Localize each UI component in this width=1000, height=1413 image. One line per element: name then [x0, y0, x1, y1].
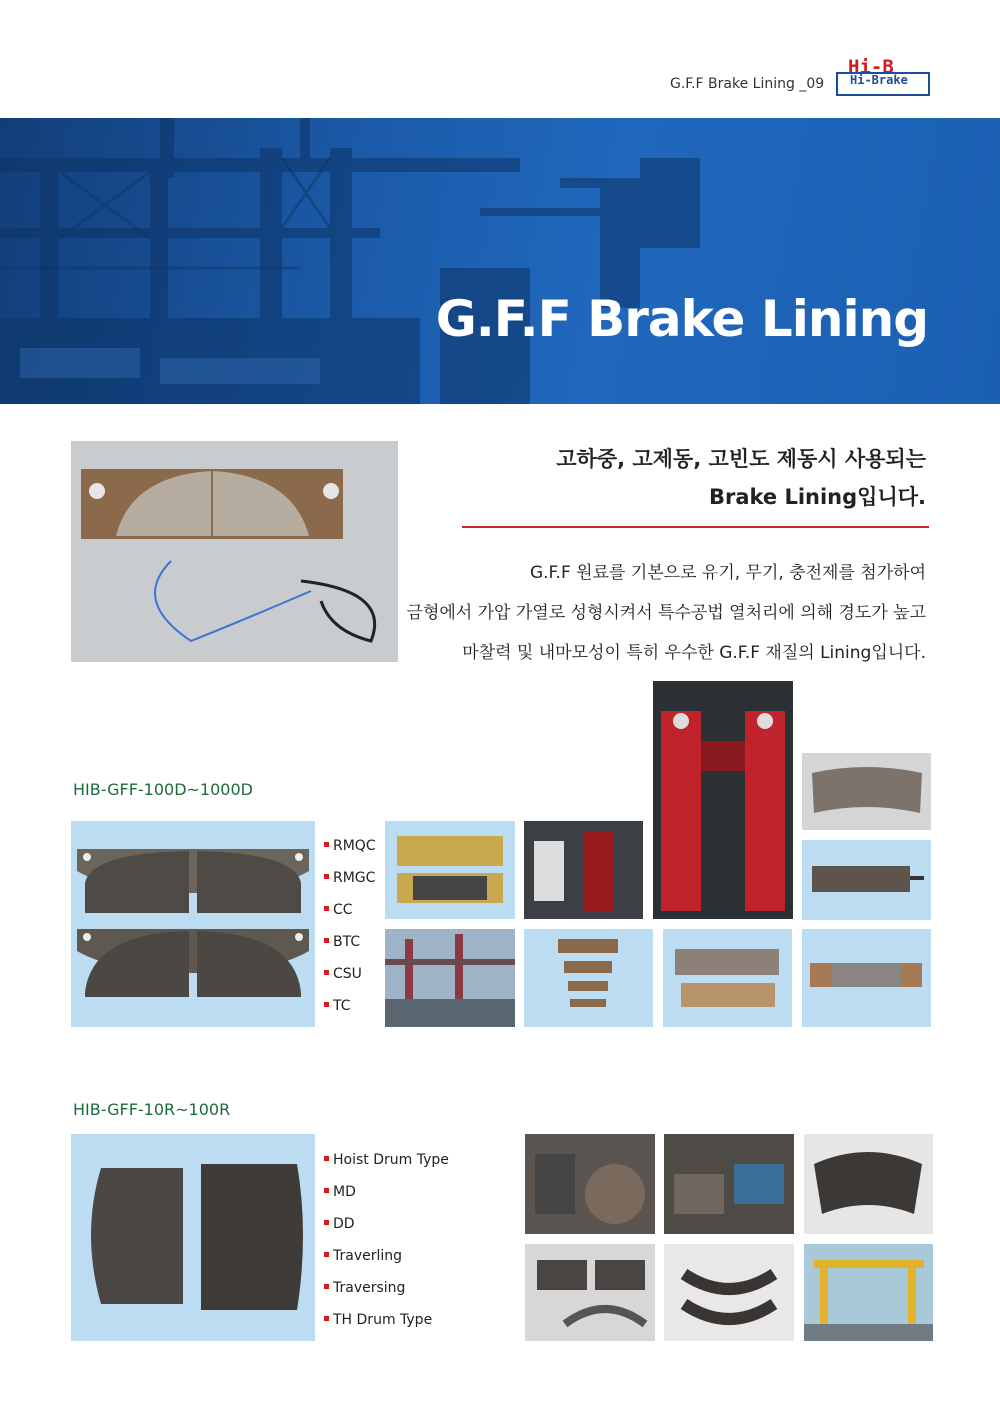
section1-main-photo [71, 821, 315, 1027]
bullet-square-icon [324, 874, 329, 879]
section2-title: HIB-GFF-10R~100R [73, 1100, 231, 1119]
list-item: CC [324, 900, 376, 932]
bullet-square-icon [324, 1220, 329, 1225]
intro-headline-line-2: Brake Lining입니다. [708, 485, 926, 509]
list-item: TH Drum Type [324, 1310, 449, 1342]
red-divider [462, 526, 929, 528]
list-item: RMGC [324, 868, 376, 900]
photo-gantry-crane [804, 1244, 933, 1341]
photo-arc-shoes [664, 1244, 794, 1341]
bullet-square-icon [324, 1316, 329, 1321]
section2-bullet-list [324, 1150, 449, 1342]
photo-shoe-parts [525, 1244, 655, 1341]
photo-brake-machine [524, 821, 643, 919]
section2-main-photo [71, 1134, 315, 1341]
banner-title: G.F.F Brake Lining [435, 290, 928, 348]
bullet-square-icon [324, 1156, 329, 1161]
photo-curved-shoe [804, 1134, 933, 1234]
bullet-square-icon [324, 1188, 329, 1193]
photo-twin-plates [663, 929, 792, 1027]
bullet-square-icon [324, 1002, 329, 1007]
bullet-square-icon [324, 1252, 329, 1257]
photo-lining-with-rod [802, 840, 931, 920]
bullet-square-icon [324, 1284, 329, 1289]
photo-motor-drum [664, 1134, 794, 1234]
bullet-square-icon [324, 938, 329, 943]
photo-lining-set [524, 929, 653, 1027]
intro-headline [556, 440, 926, 516]
bullet-square-icon [324, 906, 329, 911]
page-label: G.F.F Brake Lining _09 [670, 76, 825, 92]
section1-title: HIB-GFF-100D~1000D [73, 780, 253, 799]
bullet-square-icon [324, 970, 329, 975]
photo-lining-plates [385, 821, 515, 919]
hi-brake-logo [836, 56, 930, 96]
photo-port-cranes [385, 929, 515, 1027]
crane-silhouette-image [0, 118, 1000, 404]
list-item: BTC [324, 932, 376, 964]
bullet-square-icon [324, 842, 329, 847]
list-item: CSU [324, 964, 376, 996]
hero-banner [0, 118, 1000, 404]
photo-drum-brake [525, 1134, 655, 1234]
intro-body-line-1: G.F.F 원료를 기본으로 유기, 무기, 충전제를 첨가하여 [529, 563, 926, 583]
logo-top-text: Hi-B [848, 56, 894, 78]
logo-bottom-text: Hi-Brake [850, 73, 908, 87]
list-item: Traverling [324, 1246, 449, 1278]
photo-curved-lining [802, 753, 931, 830]
photo-single-plate [802, 929, 931, 1027]
photo-red-brake [653, 681, 793, 919]
list-item: MD [324, 1182, 449, 1214]
intro-headline-line-1: 고하중, 고제동, 고빈도 제동시 사용되는 [556, 447, 926, 471]
list-item: Hoist Drum Type [324, 1150, 449, 1182]
list-item: DD [324, 1214, 449, 1246]
intro-body [407, 553, 926, 673]
list-item: TC [324, 996, 376, 1028]
intro-body-line-3: 마찰력 및 내마모성이 특히 우수한 G.F.F 재질의 Lining입니다. [462, 643, 926, 663]
brake-lining-photo [71, 441, 398, 662]
list-item: RMQC [324, 836, 376, 868]
list-item: Traversing [324, 1278, 449, 1310]
intro-body-line-2: 금형에서 가압 가열로 성형시켜서 특수공법 열처리에 의해 경도가 높고 [406, 603, 926, 623]
section1-bullet-list [324, 836, 376, 1028]
